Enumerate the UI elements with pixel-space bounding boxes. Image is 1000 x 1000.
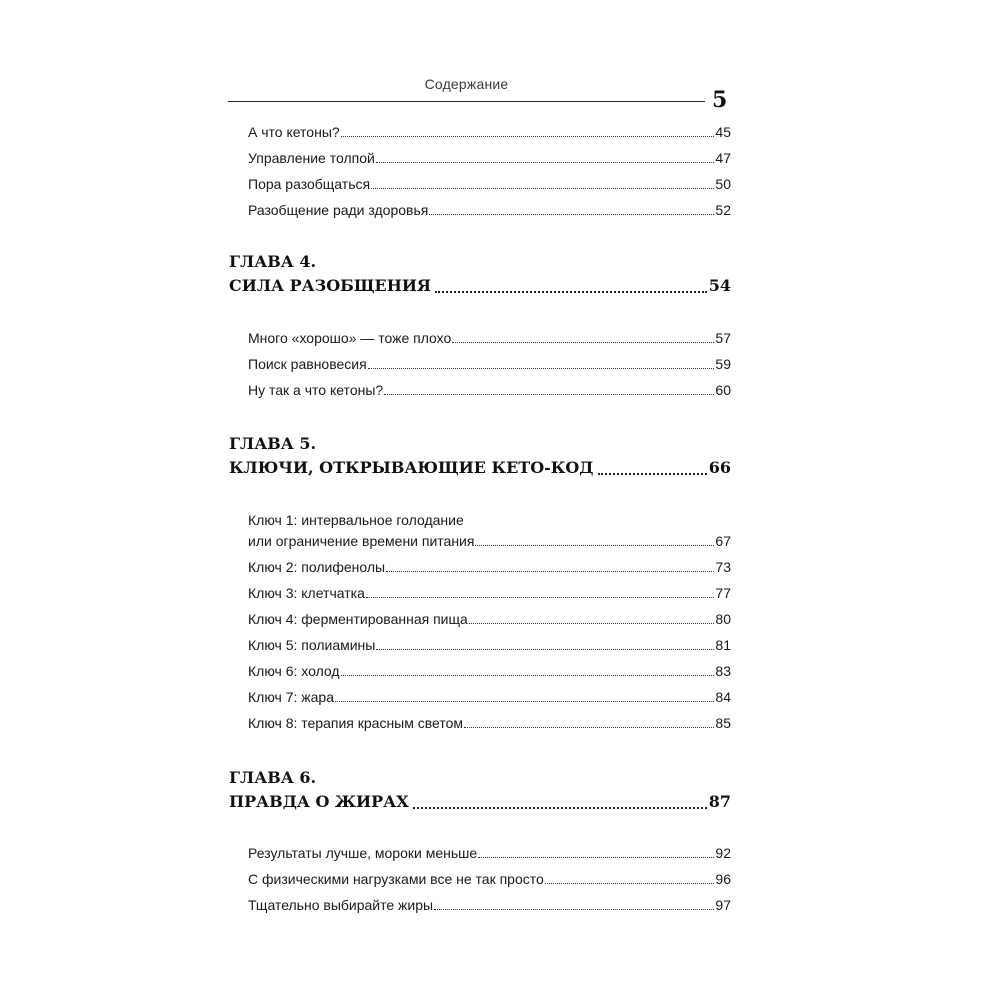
dot-leader xyxy=(376,649,714,650)
dot-leader xyxy=(598,473,707,475)
toc-entry-page: 85 xyxy=(715,715,731,731)
chapter-title-line xyxy=(229,456,731,480)
toc-entry-page: 97 xyxy=(715,897,731,913)
chapter-title: КЛЮЧИ, ОТКРЫВАЮЩИЕ КЕТО-КОД xyxy=(229,458,594,477)
toc-entry-page: 77 xyxy=(715,585,731,601)
toc-entry xyxy=(248,149,731,167)
toc-entry xyxy=(248,201,731,219)
running-title: Содержание xyxy=(424,76,509,92)
chapter-page: 54 xyxy=(708,276,731,295)
toc-entry xyxy=(248,532,731,550)
toc-entry xyxy=(248,329,731,347)
dot-leader xyxy=(478,857,714,858)
chapter-heading xyxy=(229,766,731,814)
toc-entry xyxy=(248,558,731,576)
page-number: 5 xyxy=(712,87,728,113)
toc-entry-page: 50 xyxy=(715,176,731,192)
chapter-label: ГЛАВА 5. xyxy=(229,434,317,453)
dot-leader xyxy=(341,675,715,676)
toc-entry xyxy=(248,844,731,862)
chapter-title: ПРАВДА О ЖИРАХ xyxy=(229,792,409,811)
toc-entry-title: Результаты лучше, мороки меньше xyxy=(248,845,478,861)
toc-entry-title: Ну так а что кетоны? xyxy=(248,382,384,398)
toc-entry-title: Управление толпой xyxy=(248,150,375,166)
toc-entry-page: 47 xyxy=(715,150,731,166)
dot-leader xyxy=(341,136,715,137)
dot-leader xyxy=(469,623,715,624)
toc-entry-page: 52 xyxy=(715,202,731,218)
toc-entry-page: 59 xyxy=(715,356,731,372)
toc-entry-title: Ключ 6: холод xyxy=(248,663,340,679)
chapter-heading xyxy=(229,432,731,480)
toc-entry-page: 81 xyxy=(715,637,731,653)
dot-leader xyxy=(435,291,707,293)
dot-leader xyxy=(434,909,714,910)
toc-entry xyxy=(248,584,731,602)
chapter-page: 66 xyxy=(708,458,731,477)
chapter-heading xyxy=(229,250,731,298)
toc-entry-title: Ключ 4: ферментированная пища xyxy=(248,611,468,627)
toc-entry-page: 67 xyxy=(715,533,731,549)
toc-entry xyxy=(248,175,731,193)
toc-entry xyxy=(248,381,731,399)
dot-leader xyxy=(371,188,714,189)
toc-entry-title: С физическими нагрузками все не так просто xyxy=(248,871,544,887)
chapter-label: ГЛАВА 6. xyxy=(229,768,317,787)
toc-entry-title: или ограничение времени питания xyxy=(248,533,475,549)
chapter-page: 87 xyxy=(708,792,731,811)
dot-leader xyxy=(376,162,715,163)
toc-entry-title: Пора разобщаться xyxy=(248,176,371,192)
chapter-title-line xyxy=(229,790,731,814)
toc-entry-page: 83 xyxy=(715,663,731,679)
toc-entry-title: Ключ 3: клетчатка xyxy=(248,585,365,601)
toc-entry-page: 92 xyxy=(715,845,731,861)
toc-entry-title: Поиск равновесия xyxy=(248,356,367,372)
dot-leader xyxy=(545,883,715,884)
toc-entry-page: 60 xyxy=(715,382,731,398)
toc-entry-page: 73 xyxy=(715,559,731,575)
toc-entry xyxy=(248,870,731,888)
toc-entry xyxy=(248,355,731,373)
toc-entry xyxy=(248,662,731,680)
toc-entry-page: 57 xyxy=(715,330,731,346)
toc-entry-title: Ключ 7: жара xyxy=(248,689,334,705)
dot-leader xyxy=(429,214,714,215)
dot-leader xyxy=(475,545,714,546)
toc-entry-title: Ключ 2: полифенолы xyxy=(248,559,386,575)
dot-leader xyxy=(386,571,714,572)
toc-entry-page: 45 xyxy=(715,124,731,140)
dot-leader xyxy=(384,394,714,395)
dot-leader xyxy=(366,597,715,598)
toc-entry xyxy=(248,714,731,732)
dot-leader xyxy=(452,342,714,343)
toc-entry xyxy=(248,610,731,628)
toc-entry-page: 80 xyxy=(715,611,731,627)
toc-entry-title: Разобщение ради здоровья xyxy=(248,202,429,218)
toc-entry-title: А что кетоны? xyxy=(248,124,340,140)
toc-entry-title: Ключ 5: полиамины xyxy=(248,637,376,653)
dot-leader xyxy=(413,807,707,809)
dot-leader xyxy=(368,368,715,369)
toc-entry-page: 96 xyxy=(715,871,731,887)
chapter-title-line xyxy=(229,274,731,298)
toc-entry-title: Много «хорошо» — тоже плохо xyxy=(248,330,452,346)
toc-entry-title-line1: Ключ 1: интервальное голодание xyxy=(248,512,464,528)
toc-entry-page: 84 xyxy=(715,689,731,705)
chapter-title: СИЛА РАЗОБЩЕНИЯ xyxy=(229,276,432,295)
toc-entry xyxy=(248,896,731,914)
toc-entry xyxy=(248,688,731,706)
dot-leader xyxy=(335,701,714,702)
toc-entry xyxy=(248,123,731,141)
toc-entry xyxy=(248,636,731,654)
chapter-label: ГЛАВА 4. xyxy=(229,252,317,271)
dot-leader xyxy=(464,727,714,728)
toc-entry-title: Ключ 8: терапия красным светом xyxy=(248,715,464,731)
toc-entry-title: Тщательно выбирайте жиры xyxy=(248,897,434,913)
